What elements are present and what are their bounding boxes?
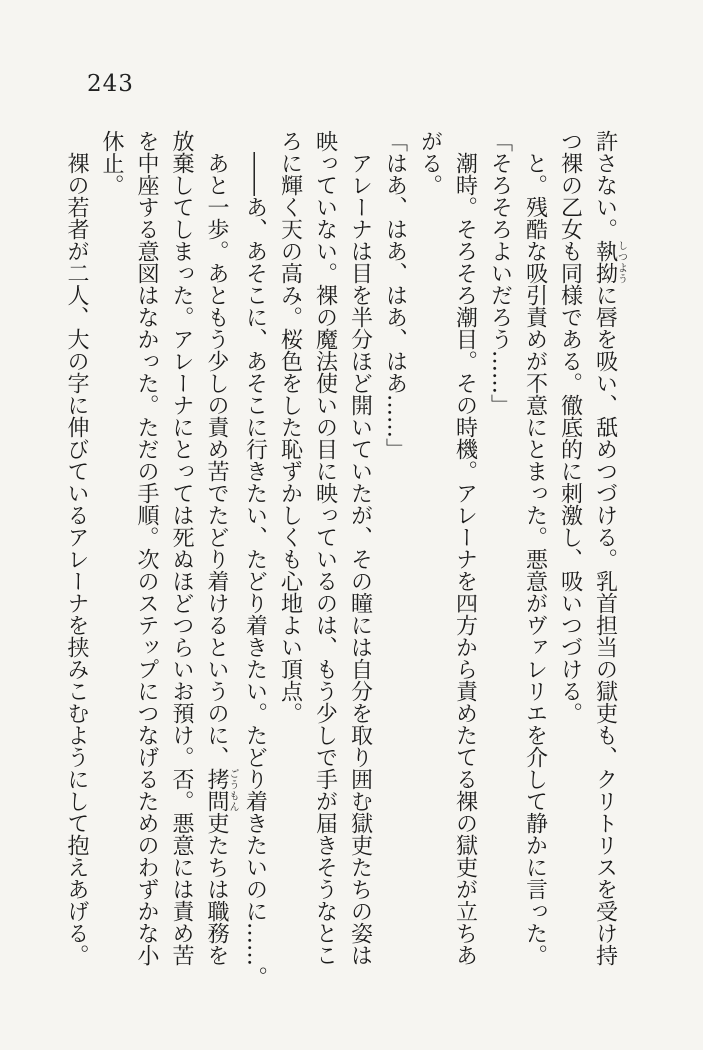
- furigana-ruby: 執拗しつよう: [592, 240, 627, 284]
- text-line: を中座する意図はなかった。ただの手順。次のステップにつなげるためのわずかな小: [134, 130, 159, 966]
- text-line: あと一歩。あともう少しの責め苦でたどり着けるというのに、拷問ごうもん吏たちは職務を: [204, 152, 238, 966]
- text-line: つ裸の乙女も同様である。徹底的に刺激し、吸いつづける。: [557, 130, 583, 724]
- page-number: 243: [87, 71, 134, 97]
- text-line: 「そろそろよいだろう……」: [487, 130, 513, 416]
- page-text: [64, 130, 627, 988]
- text-line: 裸の若者が二人、大の字に伸びているアレーナを挟みこむようにして抱えあげる。: [64, 152, 89, 966]
- text-line: ――あ、あそこに、あそこに行きたい、たどり着きたい。たどり着きたいのに……。: [242, 152, 268, 988]
- text-line: 許さない。執拗しつように唇を吸い、舐めつづける。乳首担当の獄吏も、クリトリスを受け持: [592, 130, 627, 966]
- text-line: 放棄してしまった。アレーナにとっては死ぬほどつらいお預け。否。悪意には責め苦: [169, 130, 194, 966]
- text-line: 「はあ、はあ、はあ、はあ……」: [382, 130, 408, 460]
- text-line: がる。: [417, 130, 443, 196]
- text-line: 映っていない。裸の魔法使いの目に映っているのは、もう少しで手が届きそうなとこ: [312, 130, 338, 966]
- text-line: ろに輝く天の高み。桜色をした恥ずかしくも心地よい頂点。: [277, 130, 303, 724]
- text-line: 休止。: [99, 130, 124, 196]
- furigana-ruby: 拷問ごうもん: [204, 768, 238, 812]
- text-line: と。残酷な吸引責めが不意にとまった。悪意がヴァレリエを介して静かに言った。: [522, 152, 548, 966]
- text-line: 潮時。そろそろ潮目。その時機。アレーナを四方から責めたてる裸の獄吏が立ちあ: [452, 152, 478, 966]
- text-line: アレーナは目を半分ほど開いていたが、その瞳には自分を取り囲む獄吏たちの姿は: [347, 152, 373, 966]
